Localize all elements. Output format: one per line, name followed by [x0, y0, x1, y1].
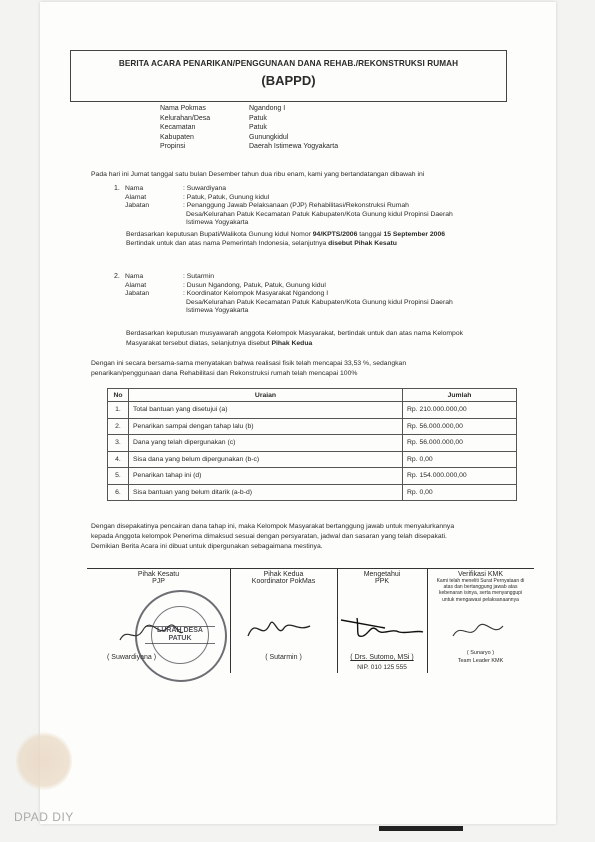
row-no: 6. [108, 484, 129, 501]
document-title-abbrev: (BAPPD) [261, 73, 316, 88]
table-row [108, 435, 517, 452]
closing-line3: Demikian Berita Acara ini dibuat untuk dipergunakan sebagaimana mestinya. [91, 543, 323, 550]
signature-block [87, 568, 534, 680]
pihak2-name: ( Sutarmin ) [265, 654, 302, 661]
financial-table [107, 388, 517, 501]
row-desc: Penarikan sampai dengan tahap lalu (b) [129, 418, 403, 435]
ppk-nip: NIP. 010 125 555 [357, 664, 407, 671]
party2-jabatan-label: Jabatan [125, 290, 150, 298]
party2-jabatan: : Koordinator Kelompok Masyarakat Ngandong I [183, 290, 329, 298]
meta-value: Daerah Istimewa Yogyakarta [249, 143, 339, 151]
meta-value: Patuk [249, 124, 267, 132]
col-header-no: No [108, 389, 129, 402]
statement-line2: penarikan/penggunaan dana Rehabilitasi dan Rekonstruksi rumah telah mencapai 100% [91, 370, 358, 377]
party1-number: 1. [114, 185, 120, 192]
party1-alamat: : Patuk, Patuk, Gunung kidul [183, 193, 270, 201]
pihak1-role: PJP [152, 578, 165, 585]
meta-label: Nama Pokmas [160, 105, 206, 112]
party1-sk: Berdasarkan keputusan Bupati/Walikota Gunung kidul Nomor 94/KPTS/2006 tanggal 15 September 2006 [126, 231, 446, 238]
stamp-label: LURAH DESA PATUK [145, 626, 215, 644]
party1-jabatan-label: Jabatan [125, 202, 150, 210]
party2-block [125, 273, 506, 316]
party2-act-cont: Masyarakat tersebut diatas, selanjutnya disebut Pihak Kedua [126, 340, 313, 347]
table-row [108, 451, 517, 468]
village-seal-stamp [135, 590, 227, 682]
kmk-note: Kami telah meneliti Surat Pernyataan di atas dan bertanggung jawab atas kebenaran isinya, serta menyanggupi untuk mengawasi pelaksanaannya [436, 578, 525, 603]
row-amount: Rp. 56.000.000,00 [403, 435, 517, 452]
party2-jabatan-cont: Desa/Kelurahan Patuk Kecamatan Patuk Kabupaten/Kota Gunung kidul Propinsi Daerah [186, 298, 453, 306]
pihak2-signature [238, 606, 318, 646]
meta-value: Gunungkidul [249, 133, 289, 141]
row-amount: Rp. 0,00 [403, 451, 517, 468]
meta-value: Patuk [249, 114, 267, 122]
party2-jabatan-cont: Istimewa Yogyakarta [186, 307, 249, 315]
meta-label: Kabupaten [160, 133, 194, 141]
party2-nama-label: Nama [125, 273, 144, 280]
party1-jabatan: : Penanggung Jawab Pelaksanaan (PJP) Rehabilitasi/Rekonstruksi Rumah [183, 202, 409, 210]
row-desc: Total bantuan yang disetujui (a) [129, 402, 403, 419]
ppk-title: Mengetahui [363, 571, 401, 578]
meta-label: Kelurahan/Desa [160, 114, 211, 122]
party1-block [125, 185, 506, 228]
table-row [108, 484, 517, 501]
closing-line1: Dengan disepakatinya pencairan dana tahap ini, maka Kelompok Masyarakat bertanggung jawab untuk menyalurkannya [91, 523, 455, 530]
kmk-signature [447, 616, 517, 646]
row-amount: Rp. 210.000.000,00 [403, 402, 517, 419]
row-desc: Sisa bantuan yang belum ditarik (a-b-d) [129, 484, 403, 501]
meta-label: Propinsi [160, 143, 186, 151]
table-row [108, 418, 517, 435]
kmk-name: ( Sunaryo ) [466, 650, 495, 656]
party2-number: 2. [114, 273, 120, 280]
signature-pihak-kedua [230, 568, 337, 680]
intro-paragraph: Pada hari ini Jumat tanggal satu bulan Desember tahun dua ribu enam, kami yang bertandatangan dibawah ini [91, 171, 425, 178]
row-desc: Dana yang telah dipergunakan (c) [129, 435, 403, 452]
meta-value: Ngandong I [249, 105, 286, 112]
meta-label: Kecamatan [160, 124, 196, 132]
signature-kmk [427, 568, 534, 680]
party2-act: Berdasarkan keputusan musyawarah anggota Kelompok Masyarakat, bertindak untuk dan atas nama Kelompok [126, 330, 464, 337]
pihak2-title: Pihak Kedua [263, 571, 304, 578]
row-no: 5. [108, 468, 129, 485]
archive-logo-watermark [16, 731, 72, 791]
pihak2-role: Koordinator PokMas [251, 578, 316, 585]
col-header-jumlah: Jumlah [403, 389, 517, 402]
archive-watermark-text: DPAD DIY [14, 810, 74, 824]
document-title-box [70, 50, 507, 102]
row-no: 2. [108, 418, 129, 435]
row-desc: Penarikan tahap ini (d) [129, 468, 403, 485]
party2-alamat: : Dusun Ngandong, Patuk, Patuk, Gunung kidul [183, 281, 326, 289]
kmk-role: Team Leader KMK [457, 658, 504, 664]
row-no: 4. [108, 451, 129, 468]
closing-line2: kepada Anggota kelompok Penerima dimaksud sesuai dengan persyaratan, jadwal dan sasaran yang telah disepakati. [91, 533, 447, 540]
signature-ppk [337, 568, 427, 680]
scan-edge-mark [379, 826, 463, 831]
row-no: 3. [108, 435, 129, 452]
row-no: 1. [108, 402, 129, 419]
pihak1-name: ( Suwardiyana ) [107, 654, 157, 661]
col-header-uraian: Uraian [129, 389, 403, 402]
table-header-row [108, 389, 517, 402]
party1-nama: : Suwardiyana [183, 185, 227, 192]
ppk-role: PPK [374, 578, 389, 585]
document-title: BERITA ACARA PENARIKAN/PENGGUNAAN DANA REHAB./REKONSTRUKSI RUMAH [118, 59, 459, 68]
row-amount: Rp. 56.000.000,00 [403, 418, 517, 435]
table-row [108, 402, 517, 419]
row-amount: Rp. 154.000.000,00 [403, 468, 517, 485]
party1-act: Bertindak untuk dan atas nama Pemerintah Indonesia, selanjutnya disebut Pihak Kesatu [126, 240, 397, 247]
ppk-name: ( Drs. Sutomo, MSi ) [350, 654, 414, 661]
statement-line1: Dengan ini secara bersama-sama menyatakan bahwa realisasi fisik telah mencapai 33,53 %, sedangkan [91, 360, 407, 367]
row-desc: Sisa dana yang belum dipergunakan (b-c) [129, 451, 403, 468]
party2-alamat-label: Alamat [125, 281, 147, 289]
party1-nama-label: Nama [125, 185, 144, 192]
party2-nama: : Sutarmin [183, 273, 214, 280]
kmk-title: Verifikasi KMK [457, 571, 504, 578]
pokmas-info [160, 104, 338, 152]
party1-jabatan-cont: Desa/Kelurahan Patuk Kecamatan Patuk Kabupaten/Kota Gunung kidul Propinsi Daerah [186, 210, 453, 218]
party1-jabatan-cont: Istimewa Yogyakarta [186, 219, 249, 227]
party1-alamat-label: Alamat [125, 193, 147, 201]
table-row [108, 468, 517, 485]
pihak1-title: Pihak Kesatu [137, 571, 180, 578]
ppk-signature [337, 610, 427, 644]
row-amount: Rp. 0,00 [403, 484, 517, 501]
